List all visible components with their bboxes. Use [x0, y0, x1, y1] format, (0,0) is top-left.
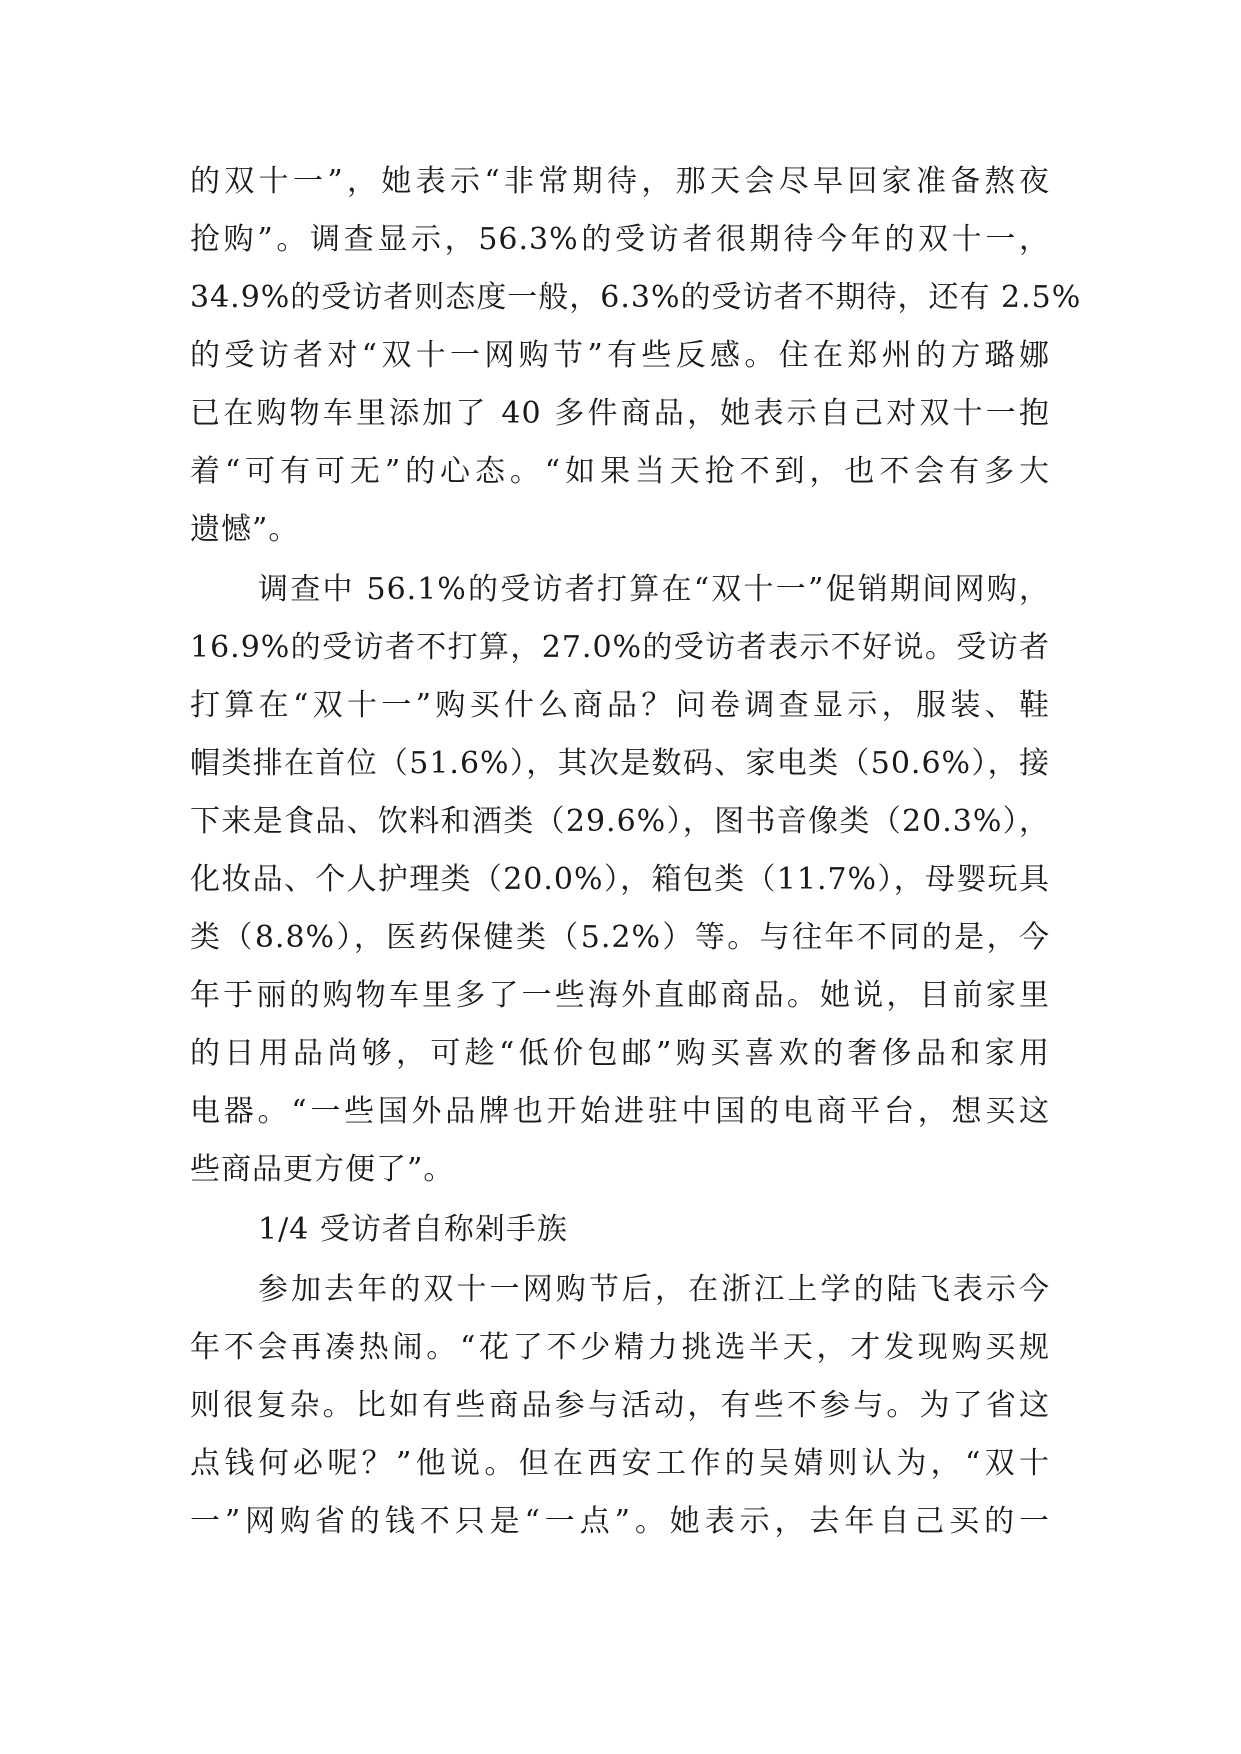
- text-line: 则很复杂。比如有些商品参与活动，有些不参与。为了省这: [190, 1388, 1050, 1423]
- text-line: 抢购”。调查显示，56.3%的受访者很期待今年的双十一，: [190, 222, 1050, 257]
- text-line: 些商品更方便了”。: [190, 1152, 455, 1187]
- text-line: 34.9%的受访者则态度一般，6.3%的受访者不期待，还有 2.5%: [190, 280, 1082, 315]
- text-line: 的日用品尚够，可趁“低价包邮”购买喜欢的奢侈品和家用: [190, 1036, 1050, 1071]
- text-line: 下来是食品、饮料和酒类（29.6%），图书音像类（20.3%），: [190, 804, 1050, 839]
- text-line: 着“可有可无”的心态。“如果当天抢不到，也不会有多大: [190, 454, 1050, 489]
- text-line: 年不会再凑热闹。“花了不少精力挑选半天，才发现购买规: [190, 1330, 1050, 1365]
- text-line: 类（8.8%），医药保健类（5.2%）等。与往年不同的是，今: [190, 920, 1050, 955]
- section-heading: 1/4 受访者自称剁手族: [258, 1212, 568, 1247]
- text-line: 化妆品、个人护理类（20.0%），箱包类（11.7%），母婴玩具: [190, 862, 1050, 897]
- text-line: 调查中 56.1%的受访者打算在“双十一”促销期间网购，: [258, 572, 1050, 607]
- text-line: 已在购物车里添加了 40 多件商品，她表示自己对双十一抱: [190, 396, 1050, 431]
- text-line: 点钱何必呢？”他说。但在西安工作的吴婧则认为，“双十: [190, 1446, 1050, 1481]
- text-line: 16.9%的受访者不打算，27.0%的受访者表示不好说。受访者: [190, 630, 1050, 665]
- text-line: 年于丽的购物车里多了一些海外直邮商品。她说，目前家里: [190, 978, 1050, 1013]
- text-line: 电器。“一些国外品牌也开始进驻中国的电商平台，想买这: [190, 1094, 1050, 1129]
- text-line: 打算在“双十一”购买什么商品？问卷调查显示，服装、鞋: [190, 688, 1050, 723]
- text-line: 帽类排在首位（51.6%），其次是数码、家电类（50.6%），接: [190, 746, 1050, 781]
- text-line: 参加去年的双十一网购节后，在浙江上学的陆飞表示今: [258, 1272, 1050, 1307]
- text-line: 的双十一”，她表示“非常期待，那天会尽早回家准备熬夜: [190, 164, 1050, 199]
- text-line: 的受访者对“双十一网购节”有些反感。住在郑州的方璐娜: [190, 338, 1050, 373]
- text-line: 一”网购省的钱不只是“一点”。她表示，去年自己买的一: [190, 1504, 1050, 1539]
- text-line: 遗憾”。: [190, 512, 300, 547]
